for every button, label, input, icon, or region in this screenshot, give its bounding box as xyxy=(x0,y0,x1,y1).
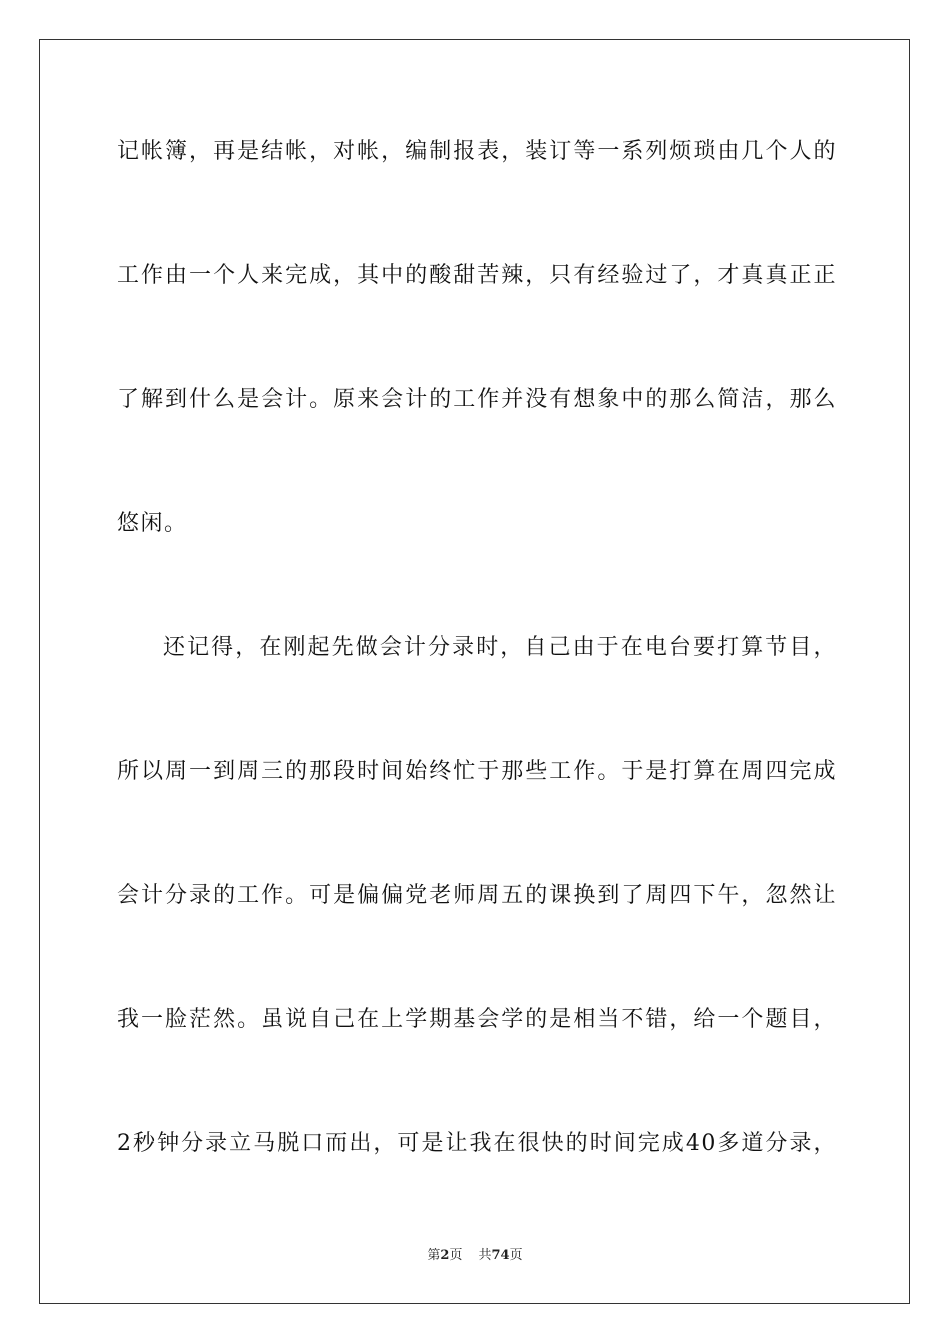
paragraph-line: 我一脸茫然。虽说自己在上学期基会学的是相当不错，给一个题目， xyxy=(117,1007,837,1032)
paragraph-line: 会计分录的工作。可是偏偏党老师周五的课换到了周四下午，忽然让 xyxy=(117,883,837,908)
paragraph-line: 悠闲。 xyxy=(117,511,188,536)
paragraph-line-indented: 还记得，在刚起先做会计分录时，自己由于在电台要打算节目， xyxy=(163,635,837,660)
page-border xyxy=(39,39,910,1304)
paragraph-line: 所以周一到周三的那段时间始终忙于那些工作。于是打算在周四完成 xyxy=(117,759,837,784)
paragraph-line: 记帐簿，再是结帐，对帐，编制报表，装订等一系列烦琐由几个人的 xyxy=(117,139,837,164)
total-pages: 74 xyxy=(491,1248,510,1263)
paragraph-line: 了解到什么是会计。原来会计的工作并没有想象中的那么简洁，那么 xyxy=(117,387,837,412)
total-suffix: 页 xyxy=(509,1248,523,1263)
page-footer xyxy=(0,1247,950,1265)
page-prefix: 第 xyxy=(427,1248,441,1263)
page-number: 2 xyxy=(440,1248,450,1263)
paragraph-line: 工作由一个人来完成，其中的酸甜苦辣，只有经验过了，才真真正正 xyxy=(117,263,837,288)
total-prefix: 共 xyxy=(478,1248,492,1263)
page-suffix: 页 xyxy=(449,1248,463,1263)
paragraph-line: 2秒钟分录立马脱口而出，可是让我在很快的时间完成40多道分录， xyxy=(117,1131,837,1156)
